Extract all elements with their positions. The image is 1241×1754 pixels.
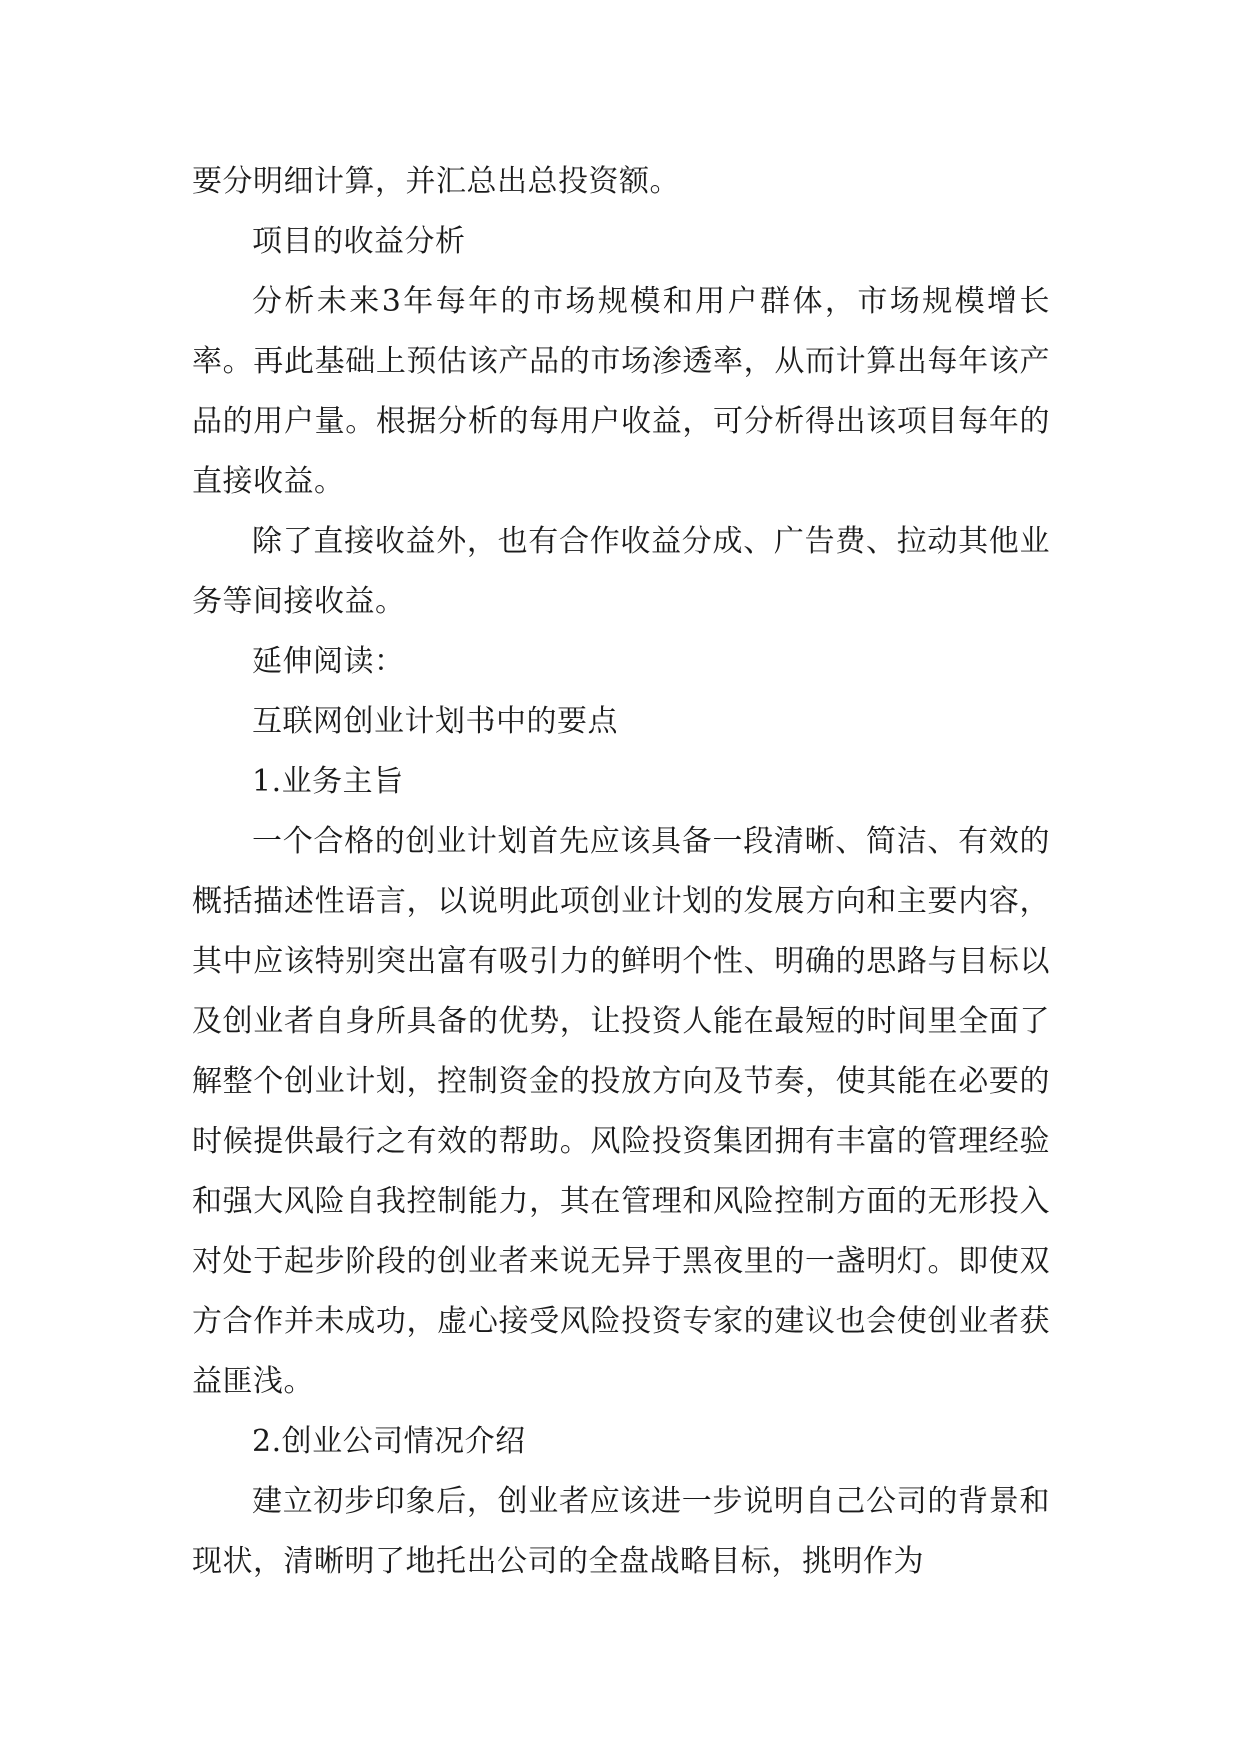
document-page bbox=[192, 152, 1050, 1592]
subheading-business-purpose: 1.业务主旨 bbox=[252, 764, 404, 799]
section-heading-revenue-analysis: 项目的收益分析 bbox=[252, 224, 466, 259]
body-paragraph: 一个合格的创业计划首先应该具备一段清晰、简洁、有效的概括描述性语言，以说明此项创业计划的发展方向和主要内容，其中应该特别突出富有吸引力的鲜明个性、明确的思路与目标以及创业者自身所具备的优势，让投资人能在最短的时间里全面了解整个创业计划，控制资金的投放方向及节奏，使其能在必要的时候提供最行之有效的帮助。风险投资集团拥有丰富的管理经验和强大风险自我控制能力，其在管理和风险控制方面的无形投入对处于起步阶段的创业者来说无异于黑夜里的一盏明灯。即使双方合作并未成功，虚心接受风险投资专家的建议也会使创业者获益匪浅。 bbox=[192, 824, 1050, 1399]
extended-reading-label: 延伸阅读： bbox=[252, 644, 405, 679]
body-paragraph: 除了直接收益外，也有合作收益分成、广告费、拉动其他业务等间接收益。 bbox=[192, 524, 1050, 619]
subheading-company-introduction: 2.创业公司情况介绍 bbox=[252, 1424, 526, 1459]
section-heading-key-points: 互联网创业计划书中的要点 bbox=[252, 704, 618, 739]
body-paragraph: 建立初步印象后，创业者应该进一步说明自己公司的背景和现状，清晰明了地托出公司的全盘战略目标，挑明作为 bbox=[192, 1484, 1050, 1579]
body-text-continuation: 要分明细计算，并汇总出总投资额。 bbox=[192, 164, 680, 199]
body-paragraph: 分析未来3年每年的市场规模和用户群体，市场规模增长率。再此基础上预估该产品的市场渗透率，从而计算出每年该产品的用户量。根据分析的每用户收益，可分析得出该项目每年的直接收益。 bbox=[192, 284, 1050, 499]
